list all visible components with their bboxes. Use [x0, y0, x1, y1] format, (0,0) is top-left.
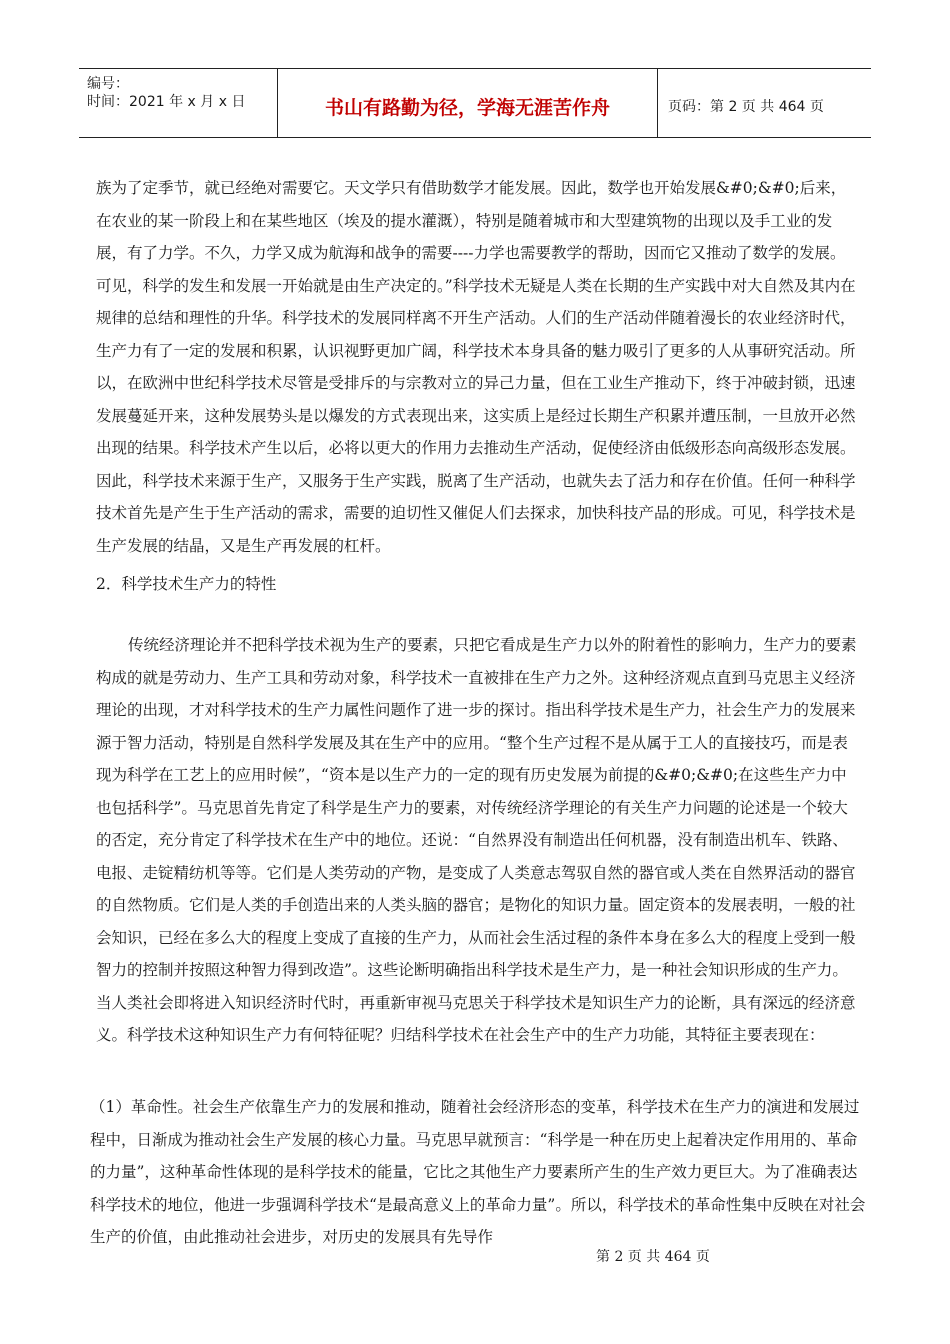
header-meta-cell — [79, 69, 277, 137]
body-paragraph-3: （1）革命性。社会生产依靠生产力的发展和推动，随着社会经济形态的变革，科学技术在生产力的演进和发展过程中，日渐成为推动社会生产发展的核心力量。马克思早就预言：“科学是一种在历史上起着决定作用用的、革命的力量”，这种革命性体现的是科学技术的能量，它比之其他生产力要素所产生的生产效力更巨大。为了准确表达科学技术的地位，他进一步强调科学技术“是最高意义上的革命力量”。所以，科学技术的革命性集中反映在对社会生产的价值，由此推动社会进步，对历史的发展具有先导作 — [90, 1098, 866, 1246]
section-heading: 2．科学技术生产力的特性 — [96, 575, 277, 593]
document-number-label: 编号： — [87, 76, 129, 92]
header-motto-cell — [277, 69, 658, 137]
page-footer: 第 2 页 共 464 页 — [596, 1249, 710, 1265]
header-motto: 书山有路勤为径，学海无涯苦作舟 — [324, 97, 610, 119]
body-paragraph-2 — [96, 629, 860, 1052]
page-header — [79, 68, 871, 138]
header-page-info: 页码：第 2 页 共 464 页 — [668, 99, 824, 115]
body-paragraph-1: 族为了定季节，就已经绝对需要它。天文学只有借助数学才能发展。因此，数学也开始发展&#0;&#0;后来，在农业的某一阶段上和在某些地区（埃及的提水灌溉），特别是随着城市和大型建筑物的出现以及手工业的发展，有了力学。不久，力学又成为航海和战争的需要----力学也需要教学的帮助，因而它又推动了数学的发展。可见，科学的发生和发展一开始就是由生产决定的。”科学技术无疑是人类在长期的生产实践中对大自然及其内在规律的总结和理性的升华。科学技术的发展同样离不开生产活动。人们的生产活动伴随着漫长的农业经济时代，生产力有了一定的发展和积累，认识视野更加广阔，科学技术本身具备的魅力吸引了更多的人从事研究活动。所以，在欧洲中世纪科学技术尽管是受排斥的与宗教对立的异己力量，但在工业生产推动下，终于冲破封锁，迅速发展蔓延开来，这种发展势头是以爆发的方式表现出来，这实质上是经过长期生产积累并遭压制，一旦放开必然出现的结果。科学技术产生以后，必将以更大的作用力去推动生产活动，促使经济由低级形态向高级形态发展。因此，科学技术来源于生产，又服务于生产实践，脱离了生产活动，也就失去了活力和存在价值。任何一种科学技术首先是产生于生产活动的需求，需要的迫切性又催促人们去探求，加快科技产品的形成。可见，科学技术是生产发展的结晶，又是生产再发展的杠杆。 — [96, 179, 856, 555]
document-date-label: 时间：2021 年 x 月 x 日 — [87, 94, 246, 110]
body-paragraph-2-text: 传统经济理论并不把科学技术视为生产的要素，只把它看成是生产力以外的附着性的影响力，生产力的要素构成的就是劳动力、生产工具和劳动对象，科学技术一直被排在生产力之外。这种经济观点直到马克思主义经济理论的出现，才对科学技术的生产力属性问题作了进一步的探讨。指出科学技术是生产力，社会生产力的发展来源于智力活动，特别是自然科学发展及其在生产中的应用。“整个生产过程不是从属于工人的直接技巧，而是表现为科学在工艺上的应用时候”，“资本是以生产力的一定的现有历史发展为前提的&#0;&#0;在这些生产力中也包括科学”。马克思首先肯定了科学是生产力的要素，对传统经济学理论的有关生产力问题的论述是一个较大的否定，充分肯定了科学技术在生产中的地位。还说：“自然界没有制造出任何机器，没有制造出机车、铁路、电报、走锭精纺机等等。它们是人类劳动的产物，是变成了人类意志驾驭自然的器官或人类在自然界活动的器官的自然物质。它们是人类的手创造出来的人类头脑的器官；是物化的知识力量。固定资本的发展表明，一般的社会知识，已经在多么大的程度上变成了直接的生产力，从而社会生活过程的条件本身在多么大的程度上受到一般智力的控制并按照这种智力得到改造”。这些论断明确指出科学技术是生产力，是一种社会知识形成的生产力。当人类社会即将进入知识经济时代时，再重新审视马克思关于科学技术是知识生产力的论断，具有深远的经济意义。科学技术这种知识生产力有何特征呢？归结科学技术在社会生产中的生产力功能，其特征主要表现在： — [96, 636, 857, 1044]
header-page-cell — [658, 69, 871, 137]
